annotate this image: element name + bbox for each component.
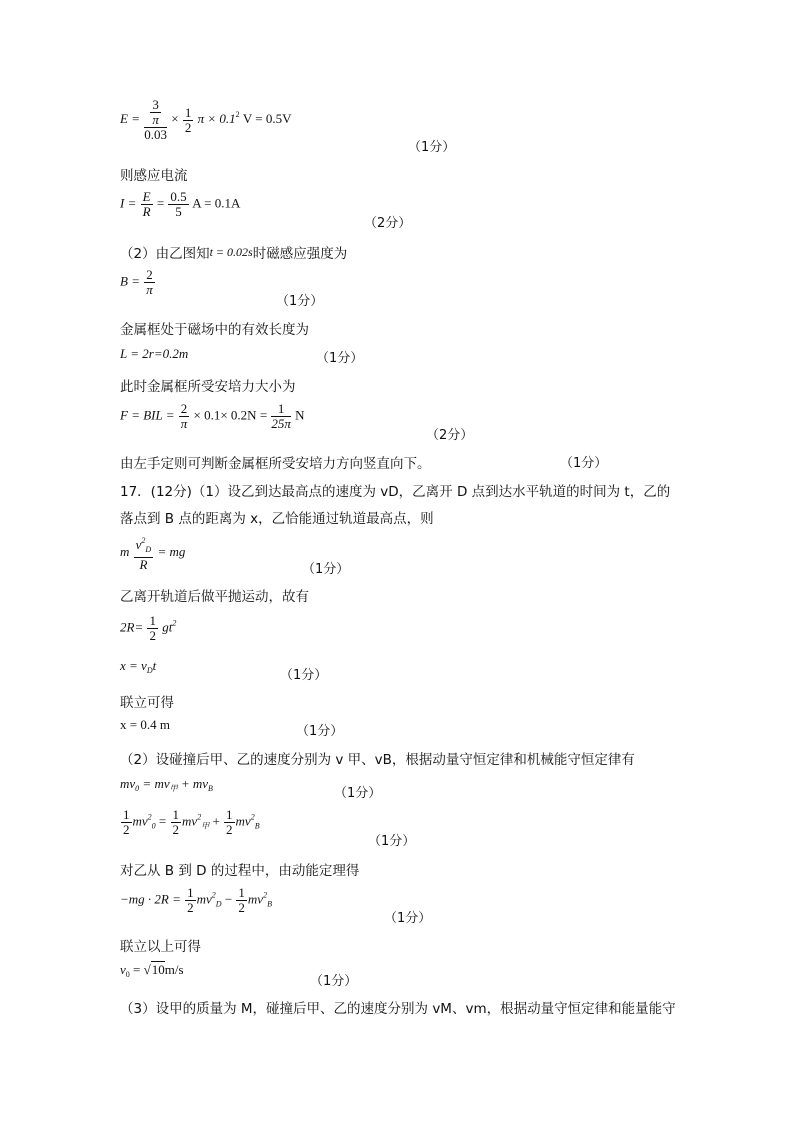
eq-lhs: B = bbox=[120, 273, 140, 289]
fraction bbox=[134, 534, 154, 572]
score-label: （2分） bbox=[364, 216, 412, 231]
half-denominator: 2 bbox=[184, 119, 192, 135]
score-label: （1分） bbox=[296, 724, 344, 739]
plus-sign: + bbox=[212, 813, 220, 829]
fraction-denominator: 0.03 bbox=[144, 127, 167, 142]
score-label: （1分） bbox=[276, 294, 324, 309]
text-line: 此时金属框所受安培力大小为 bbox=[120, 379, 296, 395]
subscript: B bbox=[267, 899, 272, 909]
fraction bbox=[144, 98, 167, 142]
subscript: 甲 bbox=[201, 821, 210, 831]
eq-tail: t bbox=[152, 658, 157, 673]
fraction bbox=[144, 268, 155, 297]
fraction-numerator: 2 bbox=[146, 267, 153, 282]
eq-lhs: 2R= bbox=[120, 619, 144, 635]
subscript: 0 bbox=[135, 784, 140, 793]
fraction-half bbox=[183, 106, 194, 135]
minus-sign: − bbox=[224, 891, 233, 907]
text-line: 联立以上可得 bbox=[120, 939, 201, 955]
eq-term: π × 0.1 bbox=[197, 110, 236, 126]
term: + mv bbox=[177, 776, 209, 791]
equation-distance-value: x = 0.4 m bbox=[120, 717, 170, 732]
text-line: 由左手定则可判断金属框所受安培力方向竖直向下。 bbox=[120, 456, 431, 472]
superscript: 2 bbox=[211, 890, 216, 900]
inner-fraction bbox=[150, 98, 161, 127]
term: = mv bbox=[139, 776, 170, 791]
half-numerator: 1 bbox=[184, 104, 192, 120]
equation-energy bbox=[120, 808, 260, 837]
question-17-line-1: 17．(12分)（1）设乙到达最高点的速度为 vD，乙离开 D 点到达水平轨道的时间为 t，乙的 bbox=[120, 484, 671, 500]
fraction-denominator: R bbox=[142, 204, 151, 219]
subscript: D bbox=[145, 545, 152, 554]
equals-sign: = bbox=[129, 962, 144, 977]
term: mv bbox=[235, 813, 251, 829]
fraction-denominator: π bbox=[180, 416, 188, 431]
fraction bbox=[224, 808, 235, 837]
equation-momentum bbox=[120, 776, 213, 794]
term: mv bbox=[196, 891, 212, 907]
equals-sign: = bbox=[156, 195, 165, 211]
fraction-denominator: 5 bbox=[175, 204, 182, 219]
fraction-numerator: 1 bbox=[187, 885, 194, 900]
fraction-denominator: π bbox=[146, 282, 153, 297]
eq-lhs: E = bbox=[120, 110, 140, 126]
equation-length: L = 2r=0.2m bbox=[120, 346, 189, 361]
eq-tail: = mg bbox=[157, 543, 186, 559]
score-label: （2分） bbox=[426, 428, 474, 443]
fraction bbox=[179, 402, 190, 431]
fraction bbox=[121, 808, 132, 837]
superscript: 2 bbox=[147, 812, 152, 822]
score-label: （1分） bbox=[560, 456, 608, 471]
inner-numerator: 3 bbox=[152, 97, 159, 112]
superscript: 2 bbox=[172, 618, 177, 628]
fraction bbox=[168, 190, 188, 219]
text-suffix: 时磁感应强度为 bbox=[252, 246, 348, 262]
score-label: （1分） bbox=[302, 562, 350, 577]
fraction-denominator: 2 bbox=[149, 628, 156, 643]
fraction-denominator: 2 bbox=[238, 900, 245, 915]
text-line: 对乙从 B 到 D 的过程中，由动能定理得 bbox=[120, 863, 360, 879]
inner-denominator: π bbox=[152, 112, 159, 127]
equation-field bbox=[120, 268, 156, 297]
text-line: （2）设碰撞后甲、乙的速度分别为 v 甲、vB，根据动量守恒定律和机械能守恒定律有 bbox=[120, 752, 635, 768]
equation-fall bbox=[120, 614, 176, 643]
equation-current bbox=[120, 190, 240, 219]
score-label: （1分） bbox=[384, 911, 432, 926]
superscript: 2 bbox=[263, 890, 268, 900]
fraction-numerator: 1 bbox=[149, 613, 156, 628]
equation-kinetic bbox=[120, 886, 272, 915]
subscript: D bbox=[215, 899, 222, 909]
fraction-numerator: 1 bbox=[238, 885, 245, 900]
score-label: （1分） bbox=[280, 668, 328, 683]
fraction bbox=[185, 886, 196, 915]
fraction-numerator: 2 bbox=[180, 401, 188, 416]
fraction-numerator: 1 bbox=[271, 402, 291, 417]
eq-tail: V = 0.5V bbox=[242, 110, 292, 126]
subscript: B bbox=[254, 821, 260, 831]
superscript: 2 bbox=[141, 536, 146, 545]
fraction-numerator: 1 bbox=[226, 807, 233, 822]
velocity-symbol: v bbox=[135, 537, 142, 552]
term: mv bbox=[247, 891, 264, 907]
fraction bbox=[141, 190, 153, 219]
fraction-numerator bbox=[144, 98, 167, 128]
fraction bbox=[147, 614, 158, 643]
score-label: （1分） bbox=[334, 786, 382, 801]
equals-sign: = bbox=[158, 813, 167, 829]
fraction-numerator bbox=[134, 534, 154, 558]
inline-math: t = 0.02s bbox=[209, 245, 253, 259]
score-label: （1分） bbox=[368, 834, 416, 849]
subscript: D bbox=[146, 666, 153, 675]
score-label: （1分） bbox=[310, 974, 358, 989]
eq-lhs: F = BIL = bbox=[120, 407, 175, 423]
times-sign: × bbox=[171, 110, 179, 126]
text-prefix: （2）由乙图知 bbox=[120, 246, 210, 262]
question-3-line: （3）设甲的质量为 M，碰撞后甲、乙的速度分别为 vM、vm，根据动量守恒定律和能量能守 bbox=[120, 1001, 676, 1017]
text-line: 金属框处于磁场中的有效长度为 bbox=[120, 322, 309, 338]
velocity-symbol: v bbox=[120, 962, 126, 977]
superscript: 2 bbox=[250, 812, 255, 822]
subscript: 甲 bbox=[169, 784, 178, 793]
equation-emf bbox=[120, 98, 291, 142]
score-label: （1分） bbox=[408, 140, 456, 155]
sqrt-sign: √ bbox=[143, 962, 151, 977]
fraction bbox=[236, 886, 247, 915]
score-label: （1分） bbox=[316, 351, 364, 366]
fraction-numerator: 1 bbox=[172, 807, 180, 822]
term: mv bbox=[120, 776, 136, 791]
fraction-denominator: 2 bbox=[226, 822, 233, 837]
fraction-denominator: 25π bbox=[271, 416, 291, 431]
eq-tail: gt bbox=[162, 619, 173, 635]
sqrt-radicand: 10 bbox=[151, 962, 165, 977]
eq-middle: × 0.1× 0.2N = bbox=[193, 407, 268, 423]
superscript: 2 bbox=[235, 109, 240, 119]
mass-symbol: m bbox=[120, 543, 130, 559]
fraction-numerator: E bbox=[142, 189, 151, 204]
subscript: B bbox=[208, 784, 213, 793]
fraction bbox=[171, 808, 182, 837]
text-line bbox=[120, 242, 347, 262]
term: mv bbox=[182, 813, 198, 829]
text-line: 乙离开轨道后做平抛运动，故有 bbox=[120, 589, 309, 605]
eq-tail: A = 0.1A bbox=[192, 195, 241, 211]
text-line: 联立可得 bbox=[120, 695, 174, 711]
equation-force bbox=[120, 402, 305, 431]
equation-centripetal bbox=[120, 534, 185, 572]
fraction-denominator: 2 bbox=[172, 822, 180, 837]
text-line: 则感应电流 bbox=[120, 168, 188, 184]
eq-tail: N bbox=[295, 407, 305, 423]
equation-velocity bbox=[120, 962, 184, 979]
fraction-denominator: R bbox=[139, 557, 148, 572]
term: mv bbox=[132, 813, 148, 829]
equation-distance bbox=[120, 658, 156, 675]
fraction-numerator: 0.5 bbox=[170, 189, 187, 204]
fraction bbox=[271, 402, 291, 431]
unit: m/s bbox=[164, 962, 184, 977]
question-17-line-2: 落点到 B 点的距离为 x，乙恰能通过轨道最高点，则 bbox=[120, 511, 434, 527]
fraction-denominator: 2 bbox=[187, 900, 194, 915]
eq-lhs: x = v bbox=[120, 658, 147, 673]
fraction-numerator: 1 bbox=[123, 807, 130, 822]
subscript: 0 bbox=[151, 821, 156, 831]
subscript: 0 bbox=[125, 970, 130, 979]
eq-lhs: −mg · 2R = bbox=[120, 891, 181, 907]
fraction-denominator: 2 bbox=[123, 822, 130, 837]
superscript: 2 bbox=[197, 812, 202, 822]
eq-lhs: I = bbox=[120, 195, 137, 211]
